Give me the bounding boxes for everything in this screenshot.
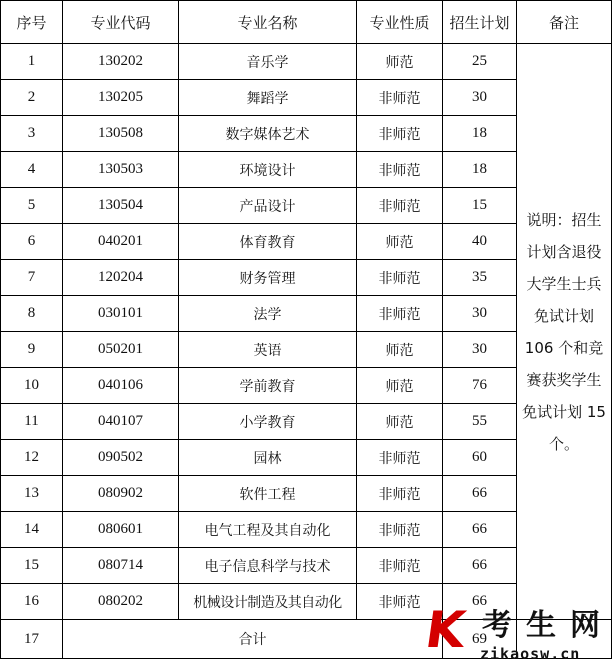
row-major-code: 120204: [63, 260, 179, 296]
row-major-name: 环境设计: [179, 152, 357, 188]
row-major-type: 非师范: [357, 440, 443, 476]
row-major-type: 非师范: [357, 188, 443, 224]
row-major-type: 非师范: [357, 260, 443, 296]
remarks-note-line: 计划含退役: [526, 242, 602, 261]
remarks-note-line: 免试计划: [533, 306, 594, 325]
row-major-type: 非师范: [357, 116, 443, 152]
row-enrollment-count: 66: [443, 548, 517, 584]
total-index: 17: [1, 620, 63, 659]
row-major-code: 130202: [63, 44, 179, 80]
logo-letter: K: [421, 601, 469, 659]
row-major-type: 非师范: [357, 548, 443, 584]
row-major-code: 080714: [63, 548, 179, 584]
logo-url-text: zikaosw.cn: [480, 645, 581, 663]
row-major-type: 师范: [357, 404, 443, 440]
row-major-code: 080902: [63, 476, 179, 512]
row-major-name: 产品设计: [179, 188, 357, 224]
row-enrollment-count: 76: [443, 368, 517, 404]
row-enrollment-count: 15: [443, 188, 517, 224]
row-major-type: 师范: [357, 368, 443, 404]
row-major-name: 数字媒体艺术: [179, 116, 357, 152]
row-index: 15: [1, 548, 63, 584]
total-value: 69: [443, 620, 517, 659]
row-major-type: 非师范: [357, 476, 443, 512]
row-enrollment-count: 18: [443, 116, 517, 152]
row-major-code: 130503: [63, 152, 179, 188]
header-enrollment-plan: 招生计划: [443, 1, 517, 44]
row-enrollment-count: 18: [443, 152, 517, 188]
header-remarks: 备注: [517, 1, 612, 44]
row-major-code: 030101: [63, 296, 179, 332]
row-index: 6: [1, 224, 63, 260]
row-major-type: 师范: [357, 44, 443, 80]
remarks-note-line: 个。: [548, 434, 579, 453]
row-index: 12: [1, 440, 63, 476]
remarks-note-line: 106 个和竞: [524, 338, 604, 357]
remarks-note-line: 免试计划 15: [522, 402, 606, 421]
header-major-name: 专业名称: [179, 1, 357, 44]
row-major-name: 学前教育: [179, 368, 357, 404]
row-index: 2: [1, 80, 63, 116]
row-major-type: 非师范: [357, 80, 443, 116]
row-index: 14: [1, 512, 63, 548]
row-major-code: 090502: [63, 440, 179, 476]
row-enrollment-count: 60: [443, 440, 517, 476]
row-major-type: 师范: [357, 332, 443, 368]
row-major-code: 040106: [63, 368, 179, 404]
table-header-row: [1, 1, 612, 44]
row-major-name: 机械设计制造及其自动化: [179, 584, 357, 620]
row-major-code: 080202: [63, 584, 179, 620]
remarks-note-line: 赛获奖学生: [526, 370, 602, 389]
row-major-code: 130205: [63, 80, 179, 116]
row-enrollment-count: 55: [443, 404, 517, 440]
row-enrollment-count: 30: [443, 80, 517, 116]
header-index: 序号: [1, 1, 63, 44]
row-major-name: 软件工程: [179, 476, 357, 512]
remarks-note: [517, 44, 612, 620]
header-major-type: 专业性质: [357, 1, 443, 44]
row-index: 13: [1, 476, 63, 512]
row-major-code: 130504: [63, 188, 179, 224]
row-index: 3: [1, 116, 63, 152]
row-major-name: 园林: [179, 440, 357, 476]
row-enrollment-count: 66: [443, 512, 517, 548]
row-major-code: 040201: [63, 224, 179, 260]
row-major-name: 舞蹈学: [179, 80, 357, 116]
row-index: 10: [1, 368, 63, 404]
row-major-code: 130508: [63, 116, 179, 152]
row-enrollment-count: 66: [443, 584, 517, 620]
row-major-type: 师范: [357, 224, 443, 260]
table-row: [1, 44, 612, 80]
row-major-name: 电子信息科学与技术: [179, 548, 357, 584]
row-major-name: 电气工程及其自动化: [179, 512, 357, 548]
row-enrollment-count: 30: [443, 296, 517, 332]
remarks-note-line: 大学生士兵: [526, 274, 602, 293]
row-enrollment-count: 66: [443, 476, 517, 512]
row-index: 8: [1, 296, 63, 332]
row-major-code: 050201: [63, 332, 179, 368]
row-enrollment-count: 30: [443, 332, 517, 368]
row-major-code: 040107: [63, 404, 179, 440]
row-index: 4: [1, 152, 63, 188]
row-major-type: 非师范: [357, 152, 443, 188]
remarks-note-line: 说明：招生: [526, 210, 602, 229]
row-major-type: 非师范: [357, 584, 443, 620]
row-major-name: 财务管理: [179, 260, 357, 296]
row-major-code: 080601: [63, 512, 179, 548]
row-index: 5: [1, 188, 63, 224]
row-index: 11: [1, 404, 63, 440]
row-enrollment-count: 40: [443, 224, 517, 260]
row-major-name: 英语: [179, 332, 357, 368]
total-label: 合计: [63, 620, 443, 659]
row-enrollment-count: 35: [443, 260, 517, 296]
header-major-code: 专业代码: [63, 1, 179, 44]
row-major-name: 法学: [179, 296, 357, 332]
row-enrollment-count: 25: [443, 44, 517, 80]
logo-chinese-text: 考生网: [482, 608, 614, 643]
row-major-type: 非师范: [357, 512, 443, 548]
row-index: 1: [1, 44, 63, 80]
row-index: 16: [1, 584, 63, 620]
row-major-name: 音乐学: [179, 44, 357, 80]
row-index: 9: [1, 332, 63, 368]
row-major-name: 体育教育: [179, 224, 357, 260]
row-major-type: 非师范: [357, 296, 443, 332]
row-major-name: 小学教育: [179, 404, 357, 440]
row-index: 7: [1, 260, 63, 296]
